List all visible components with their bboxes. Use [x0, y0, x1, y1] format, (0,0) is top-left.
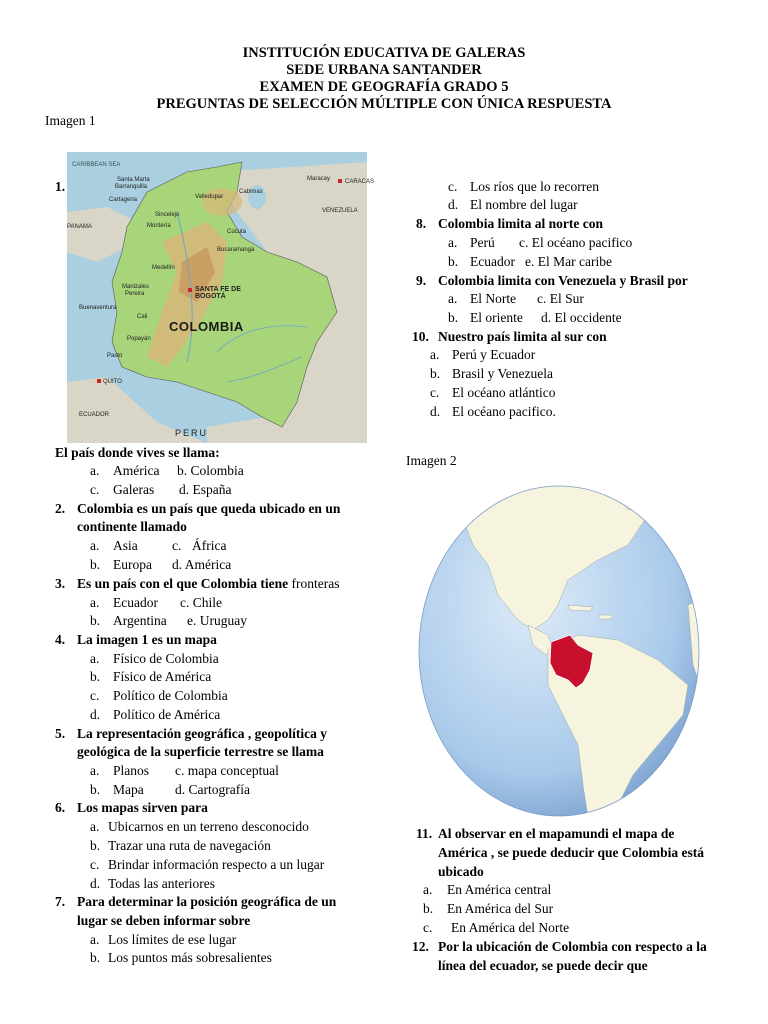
q8-opt-a-letter: a.	[448, 235, 458, 250]
q3-opt-a-letter: a.	[90, 595, 100, 610]
map-label-manizales: Manizales	[122, 284, 150, 290]
globe-image	[418, 485, 700, 817]
q4-number: 4.	[55, 632, 66, 647]
q6-opt-c: Brindar información respecto a un lugar	[108, 857, 325, 872]
q5-text-line2: geológica de la superficie terrestre se llama	[77, 744, 324, 759]
campus-name: SEDE URBANA SANTANDER	[286, 62, 482, 78]
q10-opt-a-letter: a.	[430, 347, 440, 362]
q5-opt-b: Mapa	[113, 782, 144, 797]
q4-opt-b-letter: b.	[90, 669, 101, 684]
q7-opt-c: Los ríos que lo recorren	[470, 179, 599, 194]
colombia-map	[67, 152, 375, 443]
q4-opt-c-letter: c.	[90, 688, 100, 703]
q6-text: Los mapas sirven para	[77, 800, 208, 815]
q9-text: Colombia limita con Venezuela y Brasil por	[438, 273, 688, 288]
q5-number: 5.	[55, 726, 66, 741]
q2-number: 2.	[55, 501, 66, 516]
map-label-panama: PANAMA	[67, 224, 92, 230]
map-label-venezuela: VENEZUELA	[322, 208, 358, 214]
q7-opt-b-letter: b.	[90, 950, 101, 965]
q7-opt-c-letter: c.	[448, 179, 458, 194]
map-label-sincelejo: Sincelejo	[155, 212, 180, 218]
q11-opt-b-letter: b.	[423, 901, 434, 916]
q6-opt-d-letter: d.	[90, 876, 101, 891]
map-label-caribbean: CARIBBEAN SEA	[72, 162, 121, 168]
q1-opt-a: América	[113, 463, 160, 478]
q7-opt-b: Los puntos más sobresalientes	[108, 950, 272, 965]
map-label-monteria: Montería	[147, 223, 171, 229]
map-label-barranquilla: Barranquilla	[115, 184, 148, 190]
instructions-title: PREGUNTAS DE SELECCIÓN MÚLTIPLE CON ÚNICA RESPUESTA	[156, 96, 612, 112]
q8-opt-b: Ecuador	[470, 254, 515, 269]
q9-opt-a: El Norte	[470, 291, 517, 306]
q11-opt-c: En América del Norte	[451, 920, 570, 935]
q11-opt-a-letter: a.	[423, 882, 433, 897]
q10-opt-d-letter: d.	[430, 404, 441, 419]
q6-number: 6.	[55, 800, 66, 815]
q8-opt-a: Perú	[470, 235, 495, 250]
q1-opt-d: d. España	[179, 482, 232, 497]
q7-opt-d: El nombre del lugar	[470, 197, 578, 212]
q11-opt-b: En América del Sur	[447, 901, 554, 916]
q7-opt-a: Los límites de ese lugar	[108, 932, 237, 947]
map-label-pereira: Pereira	[125, 291, 145, 297]
q4-opt-c: Político de Colombia	[113, 688, 228, 703]
q2-text-line2: continente llamado	[77, 519, 187, 534]
q4-opt-a-letter: a.	[90, 651, 100, 666]
q2-opt-c: África	[192, 538, 227, 553]
q10-opt-c: El océano atlántico	[452, 385, 556, 400]
q8-opt-e: e. El Mar caribe	[525, 254, 612, 269]
q1-text: El país donde vives se llama:	[55, 445, 220, 460]
q12-text-line2: línea del ecuador, se puede decir que	[438, 958, 648, 973]
q9-number: 9.	[416, 273, 427, 288]
q7-opt-d-letter: d.	[448, 197, 459, 212]
q7-opt-a-letter: a.	[90, 932, 100, 947]
map-label-maracay: Maracay	[307, 176, 331, 182]
q1-number: 1.	[55, 179, 66, 194]
map-label-bucaramanga: Bucaramanga	[217, 247, 255, 253]
q1-opt-c-letter: c.	[90, 482, 100, 497]
image1-label: Imagen 1	[45, 113, 96, 128]
q3-opt-b-letter: b.	[90, 613, 101, 628]
map-label-cartagena: Cartagena	[109, 197, 138, 203]
q10-opt-a: Perú y Ecuador	[452, 347, 536, 362]
q12-text-line1: Por la ubicación de Colombia con respecto a la	[438, 939, 707, 954]
q7-text-line2: lugar se deben informar sobre	[77, 913, 251, 928]
q10-opt-d: El océano pacifico.	[452, 404, 556, 419]
q3-text	[77, 576, 340, 592]
q7-text-line1: Para determinar la posición geográfica de un	[77, 894, 337, 909]
q9-opt-d: d. El occidente	[541, 310, 622, 325]
q3-opt-c: c. Chile	[180, 595, 222, 610]
q6-opt-c-letter: c.	[90, 857, 100, 872]
q6-opt-a-letter: a.	[90, 819, 100, 834]
map-label-ecuador: ECUADOR	[79, 412, 110, 418]
q6-opt-a: Ubicarnos en un terreno desconocido	[108, 819, 309, 834]
q8-text: Colombia limita al norte con	[438, 216, 603, 231]
q2-opt-b: Europa	[113, 557, 152, 572]
map-title: COLOMBIA	[169, 319, 244, 334]
q11-opt-c-letter: c.	[423, 920, 433, 935]
image2-label: Imagen 2	[406, 453, 457, 468]
q4-opt-d: Político de América	[113, 707, 221, 722]
q11-text-line2: América , se puede deducir que Colombia está	[438, 845, 704, 860]
q8-opt-c: c. El océano pacifico	[519, 235, 633, 250]
globe-graphic	[418, 485, 700, 817]
q3-number: 3.	[55, 576, 66, 591]
q11-text-line3: ubicado	[438, 864, 484, 879]
q3-opt-a: Ecuador	[113, 595, 158, 610]
map-label-valledupar: Valledupar	[195, 194, 224, 200]
q9-opt-b: El oriente	[470, 310, 523, 325]
q4-text: La imagen 1 es un mapa	[77, 632, 217, 647]
q6-opt-b-letter: b.	[90, 838, 101, 853]
q4-opt-a: Físico de Colombia	[113, 651, 219, 666]
q5-opt-d: d. Cartografía	[175, 782, 250, 797]
q3-opt-b: Argentina	[113, 613, 167, 628]
q9-opt-b-letter: b.	[448, 310, 459, 325]
q8-opt-b-letter: b.	[448, 254, 459, 269]
q1-opt-b: b. Colombia	[177, 463, 244, 478]
q1-opt-c: Galeras	[113, 482, 155, 497]
q8-number: 8.	[416, 216, 427, 231]
map-label-popayan: Popayán	[127, 336, 151, 342]
q5-opt-b-letter: b.	[90, 782, 101, 797]
map-label-bogota: SANTA FE DE BOGOTÁ	[195, 286, 241, 300]
q10-opt-b: Brasil y Venezuela	[452, 366, 553, 381]
q10-opt-c-letter: c.	[430, 385, 440, 400]
q3-text-normal: fronteras	[288, 576, 340, 591]
school-name: INSTITUCIÓN EDUCATIVA DE GALERAS	[242, 45, 526, 61]
map-label-santa-marta: Santa Marta	[117, 177, 150, 183]
map-label-cali: Cali	[137, 314, 148, 320]
q12-number: 12.	[412, 939, 429, 954]
q5-opt-a-letter: a.	[90, 763, 100, 778]
map-label-medellin: Medellín	[152, 265, 175, 271]
q1-opt-a-letter: a.	[90, 463, 100, 478]
q3-text-bold: Es un país con el que Colombia tiene	[77, 576, 289, 591]
q10-number: 10.	[412, 329, 429, 344]
map-label-peru: PERU	[175, 428, 209, 438]
q2-opt-d: d. América	[172, 557, 232, 572]
q7-number: 7.	[55, 894, 66, 909]
map-label-buenaventura: Buenaventura	[79, 305, 117, 311]
q10-text: Nuestro país limita al sur con	[438, 329, 607, 344]
q5-text-line1: La representación geográfica , geopolítica y	[77, 726, 327, 741]
q6-opt-d: Todas las anteriores	[108, 876, 216, 891]
q2-opt-a-letter: a.	[90, 538, 100, 553]
q11-number: 11.	[416, 826, 433, 841]
map-label-quito: QUITO	[103, 379, 122, 385]
q4-opt-d-letter: d.	[90, 707, 101, 722]
map-label-pasto: Pasto	[107, 353, 123, 359]
q6-opt-b: Trazar una ruta de navegación	[108, 838, 271, 853]
q2-opt-c-letter: c.	[172, 538, 182, 553]
map-label-cucuta: Cúcuta	[227, 229, 247, 235]
q10-opt-b-letter: b.	[430, 366, 441, 381]
q11-opt-a: En América central	[447, 882, 552, 897]
q2-opt-a: Asia	[113, 538, 138, 553]
q2-opt-b-letter: b.	[90, 557, 101, 572]
exam-title: EXAMEN DE GEOGRAFÍA GRADO 5	[259, 79, 509, 95]
map-label-caracas: CARACAS	[345, 179, 375, 185]
map-label-cabimas: Cabimas	[239, 189, 263, 195]
q3-opt-e: e. Uruguay	[187, 613, 247, 628]
q9-opt-a-letter: a.	[448, 291, 458, 306]
q9-opt-c: c. El Sur	[537, 291, 584, 306]
q2-text-line1: Colombia es un país que queda ubicado en un	[77, 501, 341, 516]
q11-text-line1: Al observar en el mapamundi el mapa de	[438, 826, 675, 841]
q4-opt-b: Físico de América	[113, 669, 212, 684]
q5-opt-a: Planos	[113, 763, 150, 778]
q5-opt-c: c. mapa conceptual	[175, 763, 279, 778]
